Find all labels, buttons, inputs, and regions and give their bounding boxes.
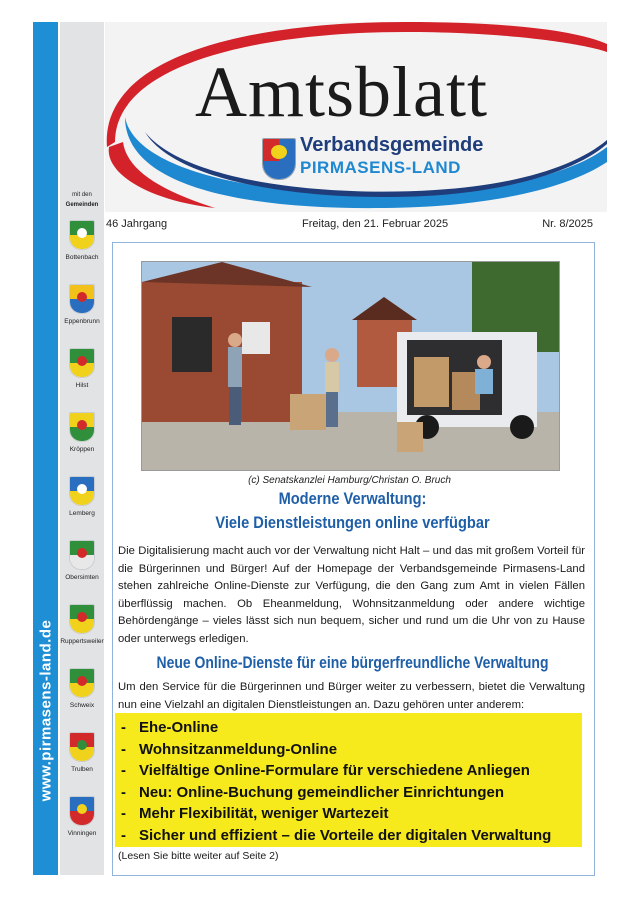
service-list-item [121, 739, 582, 761]
sidebar-intro-line1: mit den [72, 192, 92, 198]
municipality-item [60, 476, 104, 517]
municipality-crest-icon [69, 732, 95, 762]
municipality-label: Obersimten [65, 574, 99, 581]
municipality-label: Lemberg [69, 510, 95, 517]
crest-charge [77, 740, 87, 750]
municipality-crest-icon [69, 540, 95, 570]
masthead [105, 22, 607, 212]
headline-line1: Moderne Verwaltung: [278, 489, 427, 508]
list-bullet: - [121, 826, 126, 844]
article-photo [141, 261, 560, 471]
municipality-item [60, 732, 104, 773]
sidebar-intro [60, 190, 104, 210]
service-list-text: Wohnsitzanmeldung-Online [139, 740, 338, 758]
list-bullet: - [121, 740, 126, 758]
website-url[interactable]: www.pirmasens-land.de [37, 619, 55, 801]
issue-volume: 46 Jahrgang [106, 218, 168, 230]
service-list-item [121, 825, 582, 847]
municipality-label: Eppenbrunn [64, 318, 100, 325]
crest-charge [77, 804, 87, 814]
municipality-crest-icon [69, 476, 95, 506]
crest-charge [77, 548, 87, 558]
municipality-label: Hilst [75, 382, 89, 389]
service-list-text: Vielfältige Online-Formulare für verschiedene Anliegen [139, 762, 530, 779]
municipality-label: Vinningen [67, 830, 97, 837]
continued-note: (Lesen Sie bitte weiter auf Seite 2) [118, 850, 279, 862]
municipality-item [60, 284, 104, 325]
municipality-label: Trulben [71, 766, 93, 773]
service-list-item [121, 760, 582, 782]
municipality-label: Bottenbach [65, 254, 99, 261]
issue-info [106, 218, 593, 234]
municipality-crest-icon [69, 668, 95, 698]
services-paragraph: Um den Service für die Bürgerinnen und Bürger weiter zu verbessern, bietet die Verwaltung nun eine Vielzahl an digitalen Dienstleistungen an. Dazu gehören unter anderem: [118, 681, 585, 711]
issue-date: Freitag, den 21. Februar 2025 [302, 218, 449, 230]
crest-charge [77, 420, 87, 430]
service-list-item [121, 782, 582, 804]
crest-charge [77, 228, 87, 238]
photo-caption: (c) Senatskanzlei Hamburg/Christan O. Bruch [248, 475, 451, 486]
url-text-wrap [34, 580, 58, 840]
services-list [115, 713, 582, 846]
crest-charge [77, 676, 87, 686]
crest-charge [77, 292, 87, 302]
municipality-label: Kröppen [69, 446, 95, 453]
municipality-crest-icon [69, 220, 95, 250]
list-bullet: - [121, 783, 126, 801]
municipality-item [60, 668, 104, 709]
municipality-item [60, 348, 104, 389]
municipality-crest-icon [69, 284, 95, 314]
crest-charge [77, 612, 87, 622]
municipality-crest-icon [69, 796, 95, 826]
list-bullet: - [121, 719, 126, 736]
service-list-item [121, 803, 582, 825]
headline-line2: Viele Dienstleistungen online verfügbar [215, 513, 490, 532]
subheadline: Neue Online-Dienste für eine bürgerfreundliche Verwaltung [156, 653, 549, 672]
municipality-item [60, 796, 104, 837]
municipality-item [60, 604, 104, 645]
municipality-crest-icon [69, 412, 95, 442]
list-bullet: - [121, 805, 126, 822]
municipality-label: Ruppertsweiler [60, 638, 104, 645]
moving-scene-illustration [142, 262, 559, 470]
service-list-item [121, 717, 582, 739]
municipality-crest-icon [69, 348, 95, 378]
service-list-text: Mehr Flexibilität, weniger Wartezeit [139, 805, 389, 822]
municipality-item [60, 412, 104, 453]
municipality-label: Schweix [69, 702, 95, 709]
masthead-subtitle-line1: Verbandsgemeinde [300, 134, 484, 156]
services-highlight-box [115, 713, 582, 847]
municipality-crest-icon [69, 604, 95, 634]
issue-number: Nr. 8/2025 [542, 218, 593, 230]
crest-charge [77, 356, 87, 366]
url-band [33, 22, 58, 875]
service-list-text: Ehe-Online [139, 719, 219, 736]
intro-paragraph: Die Digitalisierung macht auch vor der Verwaltung nicht Halt – und das mit großem Vorteil für die Bürgerinnen und Bürger! Auf der Homepage der Verbandsgemeinde Pirmasens-Land stehen zahlreiche Online-Dienste zur Verfügung, die den Gang zum Amt in vielen Fällen überflüssig machen. Ob Eheanmeldung, Wohnsitzanmeldung oder andere wichtige Behördengänge – vieles lässt sich nun bequem, sicher und rund um die Uhr von zu Hause oder unterwegs erledigen. [118, 545, 585, 645]
list-bullet: - [121, 762, 126, 779]
service-list-text: Sicher und effizient – die Vorteile der digitalen Verwaltung [139, 826, 552, 844]
masthead-subtitle-line2: PIRMASENS-LAND [300, 158, 461, 177]
municipality-item [60, 540, 104, 581]
crest-charge [77, 484, 87, 494]
sidebar-intro-line2: Gemeinden [65, 202, 99, 208]
verbandsgemeinde-crest-icon [262, 138, 296, 180]
service-list-text: Neu: Online-Buchung gemeindlicher Einrichtungen [139, 783, 505, 801]
municipality-item [60, 220, 104, 261]
municipality-sidebar [60, 22, 104, 875]
masthead-title: Amtsblatt [195, 52, 488, 132]
